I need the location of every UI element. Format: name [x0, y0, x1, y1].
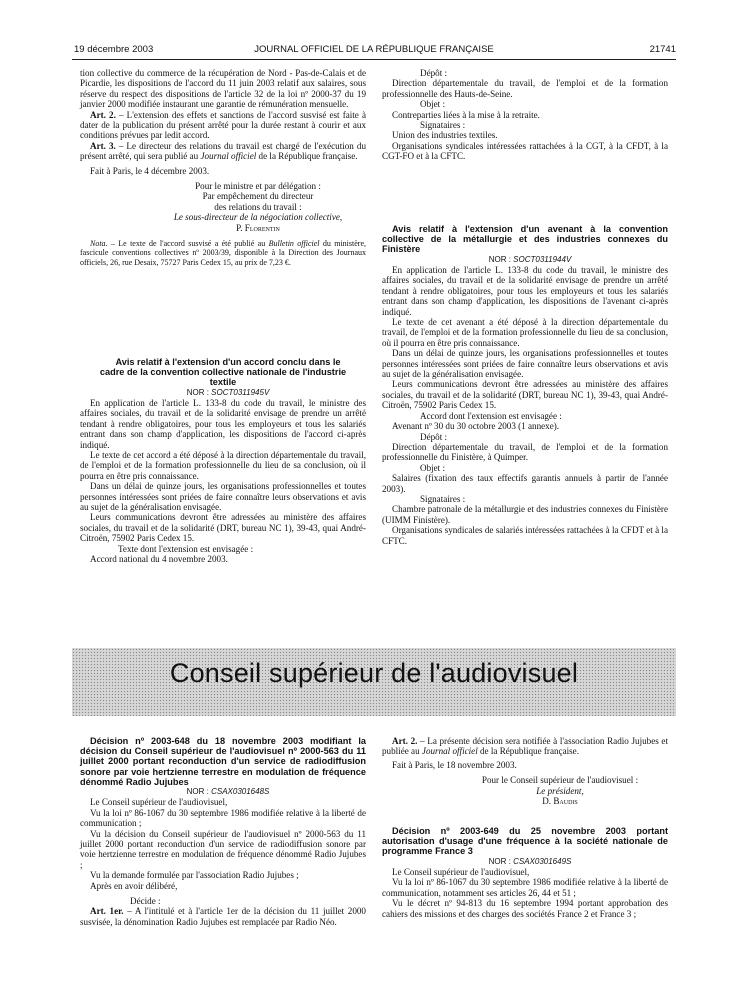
article-text: – La présente décision sera notifiée à l'association Radio Jujubes et publiée au — [382, 736, 668, 757]
avis-title: Avis relatif à l'extension d'un accord conclu dans le cadre de la convention collective nationale de l'industrie textile — [99, 357, 347, 388]
nor-reference — [80, 787, 366, 797]
nor-code: CSAX0301648S — [211, 787, 270, 797]
signature-name — [80, 223, 366, 233]
paragraph: Dans un délai de quinze jours, les organisations professionnelles et toutes personnes intéressées sont priées de faire connaître leurs observations et avis au sujet de la généralisation envisagée. — [80, 481, 366, 513]
article-2 — [80, 110, 366, 141]
article-text: – L'extension des effets et sanctions de l'accord susvisé est faite à dater de la publication du présent arrêté pour la durée restant à courir et aux conditions prévues par ledit accord. — [80, 109, 367, 141]
paragraph: Vu la demande formulée par l'association Radio Jujubes ; — [90, 870, 299, 881]
label-line: Dépôt : — [420, 431, 448, 442]
decision-649 — [382, 826, 668, 919]
nota-label: Nota. — [90, 239, 108, 249]
nor-label: NOR : — [488, 856, 514, 866]
article-2 — [382, 736, 668, 757]
article-3 — [80, 141, 366, 162]
label-line: Accord dont l'extension est envisagée : — [420, 410, 562, 421]
label-line: Texte dont l'extension est envisagée : — [118, 543, 254, 554]
paragraph: Vu la décision du Conseil supérieur de l'audiovisuel nº 2000-563 du 11 juillet 2000 portant reconduction d'un service de radiodiffusion sonore par voie hertzienne terrestre en modulation de fréquence dénommé Radio Jujubes ; — [80, 828, 366, 870]
signature-line: Par empêchement du directeur — [202, 191, 314, 202]
nor-reference — [80, 388, 366, 398]
paragraph: Salaires (fixation des taux effectifs garantis annuels à partir de l'année 2003). — [382, 473, 668, 494]
decision-648-continued — [382, 736, 668, 806]
paragraph: Avenant nº 30 du 30 octobre 2003 (1 annexe). — [392, 421, 560, 432]
paragraph: Leurs communications devront être adressées au ministère des affaires sociales, du travail et de la solidarité (DRT, bureau NC 1), 39-43, quai André-Citroën, 75902 Paris Cedex 15. — [80, 512, 366, 544]
banner-title: Conseil supérieur de l'audiovisuel — [169, 658, 579, 688]
nor-code: SOCT0311945V — [211, 387, 270, 397]
article-label: Art. 2. — [90, 109, 116, 120]
article-text: – Le directeur des relations du travail est chargé de l'exécution du présent arrêté, qui sera publié au — [80, 140, 366, 162]
paragraph: Direction départementale du travail, de l'emploi et de la formation professionnelle du Finistère, à Quimper. — [382, 441, 668, 463]
bulletin-name: Bulletin officiel — [268, 239, 320, 249]
signature-role: Le président, — [536, 785, 584, 796]
paragraph: Contreparties liées à la mise à la retraite. — [392, 109, 540, 120]
nota-text: du ministère, fascicule conventions collectives nº 2003/39, disponible à la Direction des Journaux officiels, 26, rue Desaix, 75727 Paris Cedex 15, au prix de 7,23 €. — [80, 239, 366, 267]
signature-name — [382, 796, 668, 806]
right-column-top — [382, 68, 668, 162]
decision-title: Décision nº 2003-648 du 18 novembre 2003 modifiant la décision du Conseil supérieur de l'audiovisuel nº 2000-563 du 11 juillet 2000 portant reconduction d'un service de radiodiffusion sonore par voie hertzienne terrestre en modulation de fréquence dénommé Radio Jujubes — [80, 736, 366, 787]
nor-reference — [382, 857, 668, 867]
nota-text: – Le texte de l'accord susvisé a été publié au — [107, 239, 269, 249]
nor-label: NOR : — [186, 387, 212, 397]
paragraph: Le Conseil supérieur de l'audiovisuel, — [90, 797, 228, 808]
signature-title — [382, 786, 668, 796]
paragraph: Après en avoir délibéré, — [90, 880, 178, 891]
label-line: Objet : — [420, 99, 446, 110]
signature-line: des relations du travail : — [214, 201, 302, 212]
paragraph: Vu le décret nº 94-813 du 16 septembre 1994 portant approbation des cahiers des missions et des charges des sociétés France 2 et France 3 ; — [382, 898, 668, 919]
decide-label: Décide : — [130, 896, 161, 907]
article-label: Art. 2. — [392, 736, 418, 746]
nor-label: NOR : — [186, 787, 212, 797]
journal-name: Journal officiel — [200, 151, 257, 162]
paragraph: Leurs communications devront être adressées au ministère des affaires sociales, du travail et de la solidarité (DRT, bureau NC 1), 39-43, quai André-Citroën, 75902 Paris Cedex 15. — [382, 379, 668, 411]
paragraph: Direction départementale du travail, de l'emploi et de la formation professionnelle des Hauts-de-Seine. — [382, 78, 668, 99]
left-column-top — [80, 68, 366, 267]
paragraph: En application de l'article L. 133-8 du code du travail, le ministre des affaires sociales, du travail et de la solidarité envisage de prendre un arrêté tendant à rendre obligatoires, pour tous les employeurs et tous les salariés entrant dans son champ d'application, les dispositions de l'avenant ci-après indiqué. — [382, 265, 668, 317]
signature-line: Pour le ministre et par délégation : — [195, 181, 321, 192]
date-line: Fait à Paris, le 4 décembre 2003. — [90, 165, 210, 176]
paragraph: tion collective du commerce de la récupération de Nord - Pas-de-Calais et de Picardie, les dispositions de l'accord du 11 juin 2003 relatif aux salaires, sous réserve du respect des dispositions de l'article 32 de la loi nº 2000-37 du 19 janvier 2000 modifiée instaurant une garantie de rémunération mensuelle. — [80, 68, 366, 110]
paragraph: En application de l'article L. 133-8 du code du travail, le ministre des affaires sociales, du travail et de la solidarité envisage de prendre un arrêté tendant à rendre obligatoires, pour tous les employeurs et tous les salariés entrant dans son champ d'application, les dispositions de l'accord ci-après indiqué. — [80, 398, 366, 450]
label-line: Objet : — [420, 462, 446, 473]
paragraph: Dans un délai de quinze jours, les organisations professionnelles et toutes personnes intéressées sont priées de faire connaître leurs observations et avis au sujet de la généralisation envisagée. — [382, 348, 668, 380]
header-rule — [72, 59, 676, 60]
header-date: 19 décembre 2003 — [74, 44, 154, 55]
signature-title — [80, 212, 366, 222]
article-1 — [80, 906, 366, 927]
paragraph: Chambre patronale de la métallurgie et des industries connexes du Finistère (UIMM Finistère). — [382, 504, 668, 525]
article-label: Art. 1er. — [90, 906, 124, 917]
section-banner — [72, 648, 676, 716]
label-line: Signataires : — [420, 120, 466, 131]
paragraph: Vu la loi nº 86-1067 du 30 septembre 1986 modifiée relative à la liberté de communication, notamment ses articles 26, 44 et 51 ; — [382, 877, 668, 898]
signature-role: Le sous-directeur de la négociation collective, — [173, 212, 343, 223]
page-header — [72, 44, 676, 58]
signatory: D. Baudis — [542, 796, 578, 807]
date-line: Fait à Paris, le 18 novembre 2003. — [392, 759, 517, 770]
right-avis-section — [382, 224, 668, 546]
header-page-number: 21741 — [649, 44, 676, 55]
paragraph: Le texte de cet accord a été déposé à la direction départementale du travail, de l'emploi et de la formation professionnelle du lieu de sa conclusion, où il pourra en être pris connaissance. — [80, 450, 366, 481]
nota — [80, 239, 366, 267]
article-text: de la République française. — [256, 151, 358, 162]
decision-648 — [80, 736, 366, 927]
paragraph: Organisations syndicales intéressées rattachées à la CGT, à la CFDT, à la CGT-FO et à la CFTC. — [382, 140, 668, 162]
paragraph: Vu la loi nº 86-1067 du 30 septembre 1986 modifiée relative à la liberté de communication ; — [80, 807, 366, 829]
article-text: – A l'intitulé et à l'article 1er de la décision du 11 juillet 2000 susvisée, la dénomination Radio Jujubes est remplacée par Radio Néo. — [80, 906, 366, 927]
label-line: Dépôt : — [420, 68, 448, 78]
decision-title: Décision nº 2003-649 du 25 novembre 2003 portant autorisation d'usage d'une fréquence à la société nationale de programme France 3 — [382, 826, 668, 857]
article-label: Art. 3. — [90, 140, 116, 151]
nor-code: SOCT0311944V — [513, 254, 572, 264]
signatory: P. Florentin — [236, 222, 280, 233]
paragraph: Le Conseil supérieur de l'audiovisuel, — [392, 867, 530, 878]
avis-title: Avis relatif à l'extension d'un avenant à la convention collective de la métallurgie et des industries connexes du Finistère — [382, 224, 668, 255]
nor-reference — [382, 255, 668, 265]
left-avis-section — [80, 357, 366, 565]
paragraph: Le texte de cet avenant a été déposé à la direction départementale du travail, de l'emploi et de la formation professionnelle du lieu de sa conclusion, où il pourra en être pris connaissance. — [382, 317, 668, 348]
header-journal-title: JOURNAL OFFICIEL DE LA RÉPUBLIQUE FRANÇAISE — [254, 44, 494, 55]
paragraph: Accord national du 4 novembre 2003. — [90, 554, 228, 565]
label-line: Signataires : — [420, 493, 466, 504]
nor-label: NOR : — [488, 254, 514, 264]
paragraph: Organisations syndicales de salariés intéressées rattachées à la CFDT et à la CFTC. — [382, 525, 668, 546]
journal-name: Journal officiel — [421, 746, 478, 757]
article-text: de la République française. — [477, 746, 579, 757]
paragraph: Union des industries textiles. — [392, 130, 498, 141]
signature-line: Pour le Conseil supérieur de l'audiovisuel : — [481, 775, 639, 786]
nor-code: CSAX0301649S — [513, 856, 572, 866]
